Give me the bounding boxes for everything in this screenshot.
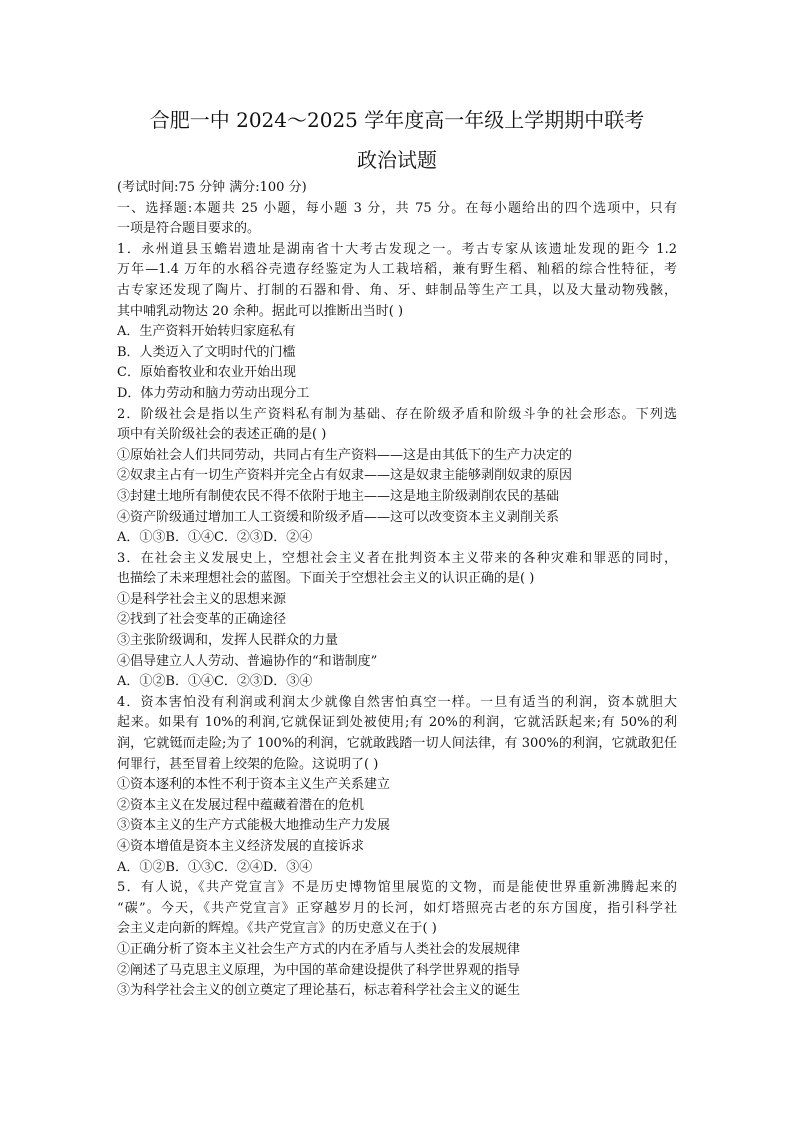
- question-option: ②资本主义在发展过程中蕴藏着潜在的危机: [117, 797, 365, 813]
- question-option: ①是科学社会主义的思想来源: [117, 591, 287, 607]
- question-4: [117, 693, 677, 878]
- question-stem-line: 1．永州道县玉蟾岩遗址是湖南省十大考古发现之一。考古专家从该遗址发现的距今 1.2: [117, 241, 677, 257]
- question-stem-line: 其中哺乳动物达 20 余种。据此可以推断出当时( ): [117, 303, 404, 319]
- question-option: ④倡导建立人人劳动、普遍协作的“和谐制度”: [117, 653, 378, 669]
- question-option: ③主张阶级调和，发挥人民群众的力量: [117, 633, 339, 649]
- question-option: ①正确分析了资本主义社会生产方式的内在矛盾与人类社会的发展规律: [117, 941, 521, 957]
- section-instruction-line: 一项是符合题目要求的。: [117, 221, 261, 237]
- exam-subject: 政治试题: [357, 148, 437, 172]
- question-option: ②阐述了马克思主义原理，为中国的革命建设提供了科学世界观的指导: [117, 962, 521, 978]
- question-option: ①原始社会人们共同劳动，共同占有生产资料——这是由其低下的生产力决定的: [117, 447, 573, 463]
- question-option: ②找到了社会变革的正确途径: [117, 612, 287, 628]
- question-stem-line: 2．阶级社会是指以生产资料私有制为基础、存在阶级矛盾和阶级斗争的社会形态。下列选: [117, 406, 677, 422]
- answer-choices: A．①②B．①③C．②④D．③④: [117, 859, 313, 875]
- question-stem-line: 古专家还发现了陶片、打制的石器和骨、角、牙、蚌制品等生产工具，以及大量动物残骸，: [117, 282, 677, 298]
- exam-title: 合肥一中 2024～2025 学年度高一年级上学期期中联考: [149, 108, 645, 132]
- exam-content: [117, 178, 677, 1002]
- question-option: ①资本逐利的本性不利于资本主义生产关系建立: [117, 777, 391, 793]
- question-5: [117, 878, 677, 1002]
- question-stem-line: 润，它就铤而走险;为了 100%的利润，它就敢践踏一切人间法律，有 300%的利润，它就敢犯任: [117, 736, 677, 752]
- answer-choices: A．①②B．①④C．②③D．③④: [117, 674, 313, 690]
- question-stem-line: 5．有人说，《共产党宣言》不是历史博物馆里展览的文物，而是能使世界重新沸腾起来的: [117, 880, 677, 896]
- question-stem-line: “碳”。今天，《共产党宣言》正穿越岁月的长河，如灯塔照亮古老的东方国度，指引科学社: [117, 900, 677, 916]
- question-1: [117, 240, 677, 405]
- question-option: ③资本主义的生产方式能极大地推动生产力发展: [117, 818, 391, 834]
- question-option: ④资本增值是资本主义经济发展的直接诉求: [117, 839, 365, 854]
- question-option: B．人类迈入了文明时代的门槛: [117, 344, 296, 360]
- question-2: [117, 405, 677, 549]
- question-option: ④资产阶级通过增加工人工资缓和阶级矛盾——这可以改变资本主义剥削关系: [117, 509, 560, 525]
- exam-info: (考试时间:75 分钟 满分:100 分): [117, 180, 307, 195]
- question-stem-line: 项中有关阶级社会的表述正确的是( ): [117, 427, 327, 443]
- question-stem-line: 何罪行，甚至冒着上绞架的危险。这说明了( ): [117, 756, 379, 772]
- question-stem-line: 万年—1.4 万年的水稻谷壳遗存经鉴定为人工栽培稻，兼有野生稻、籼稻的综合性特征，考: [117, 262, 677, 278]
- question-stem-line: 会主义走向新的辉煌。《共产党宣言》的历史意义在于( ): [117, 921, 437, 937]
- question-stem-line: 3．在社会主义发展史上，空想社会主义者在批判资本主义带来的各种灾难和罪恶的同时，: [117, 550, 677, 566]
- answer-choices: A．①③B．①④C．②③D．②④: [117, 530, 313, 546]
- question-stem-line: 也描绘了未来理想社会的蓝图。下面关于空想社会主义的认识正确的是( ): [117, 571, 535, 587]
- question-option: ③为科学社会主义的创立奠定了理论基石，标志着科学社会主义的诞生: [117, 983, 521, 999]
- question-option: ③封建土地所有制使农民不得不依附于地主——这是地主阶级剥削农民的基础: [117, 488, 560, 504]
- question-option: ②奴隶主占有一切生产资料并完全占有奴隶——这是奴隶主能够剥削奴隶的原因: [117, 468, 573, 484]
- question-stem-line: 4．资本害怕没有利润或利润太少就像自然害怕真空一样。一旦有适当的利润，资本就胆大: [117, 694, 677, 710]
- section-instruction-line: 一、选择题:本题共 25 小题，每小题 3 分，共 75 分。在每小题给出的四个选项中，只有: [117, 200, 677, 216]
- question-3: [117, 549, 677, 693]
- question-option: A．生产资料开始转归家庭私有: [117, 324, 296, 340]
- question-option: C．原始畜牧业和农业开始出现: [117, 365, 296, 381]
- question-stem-line: 起来。如果有 10%的利润,它就保证到处被使用;有 20%的利润，它就活跃起来;有 50%的利: [117, 715, 677, 731]
- question-option: D．体力劳动和脑力劳动出现分工: [117, 385, 310, 401]
